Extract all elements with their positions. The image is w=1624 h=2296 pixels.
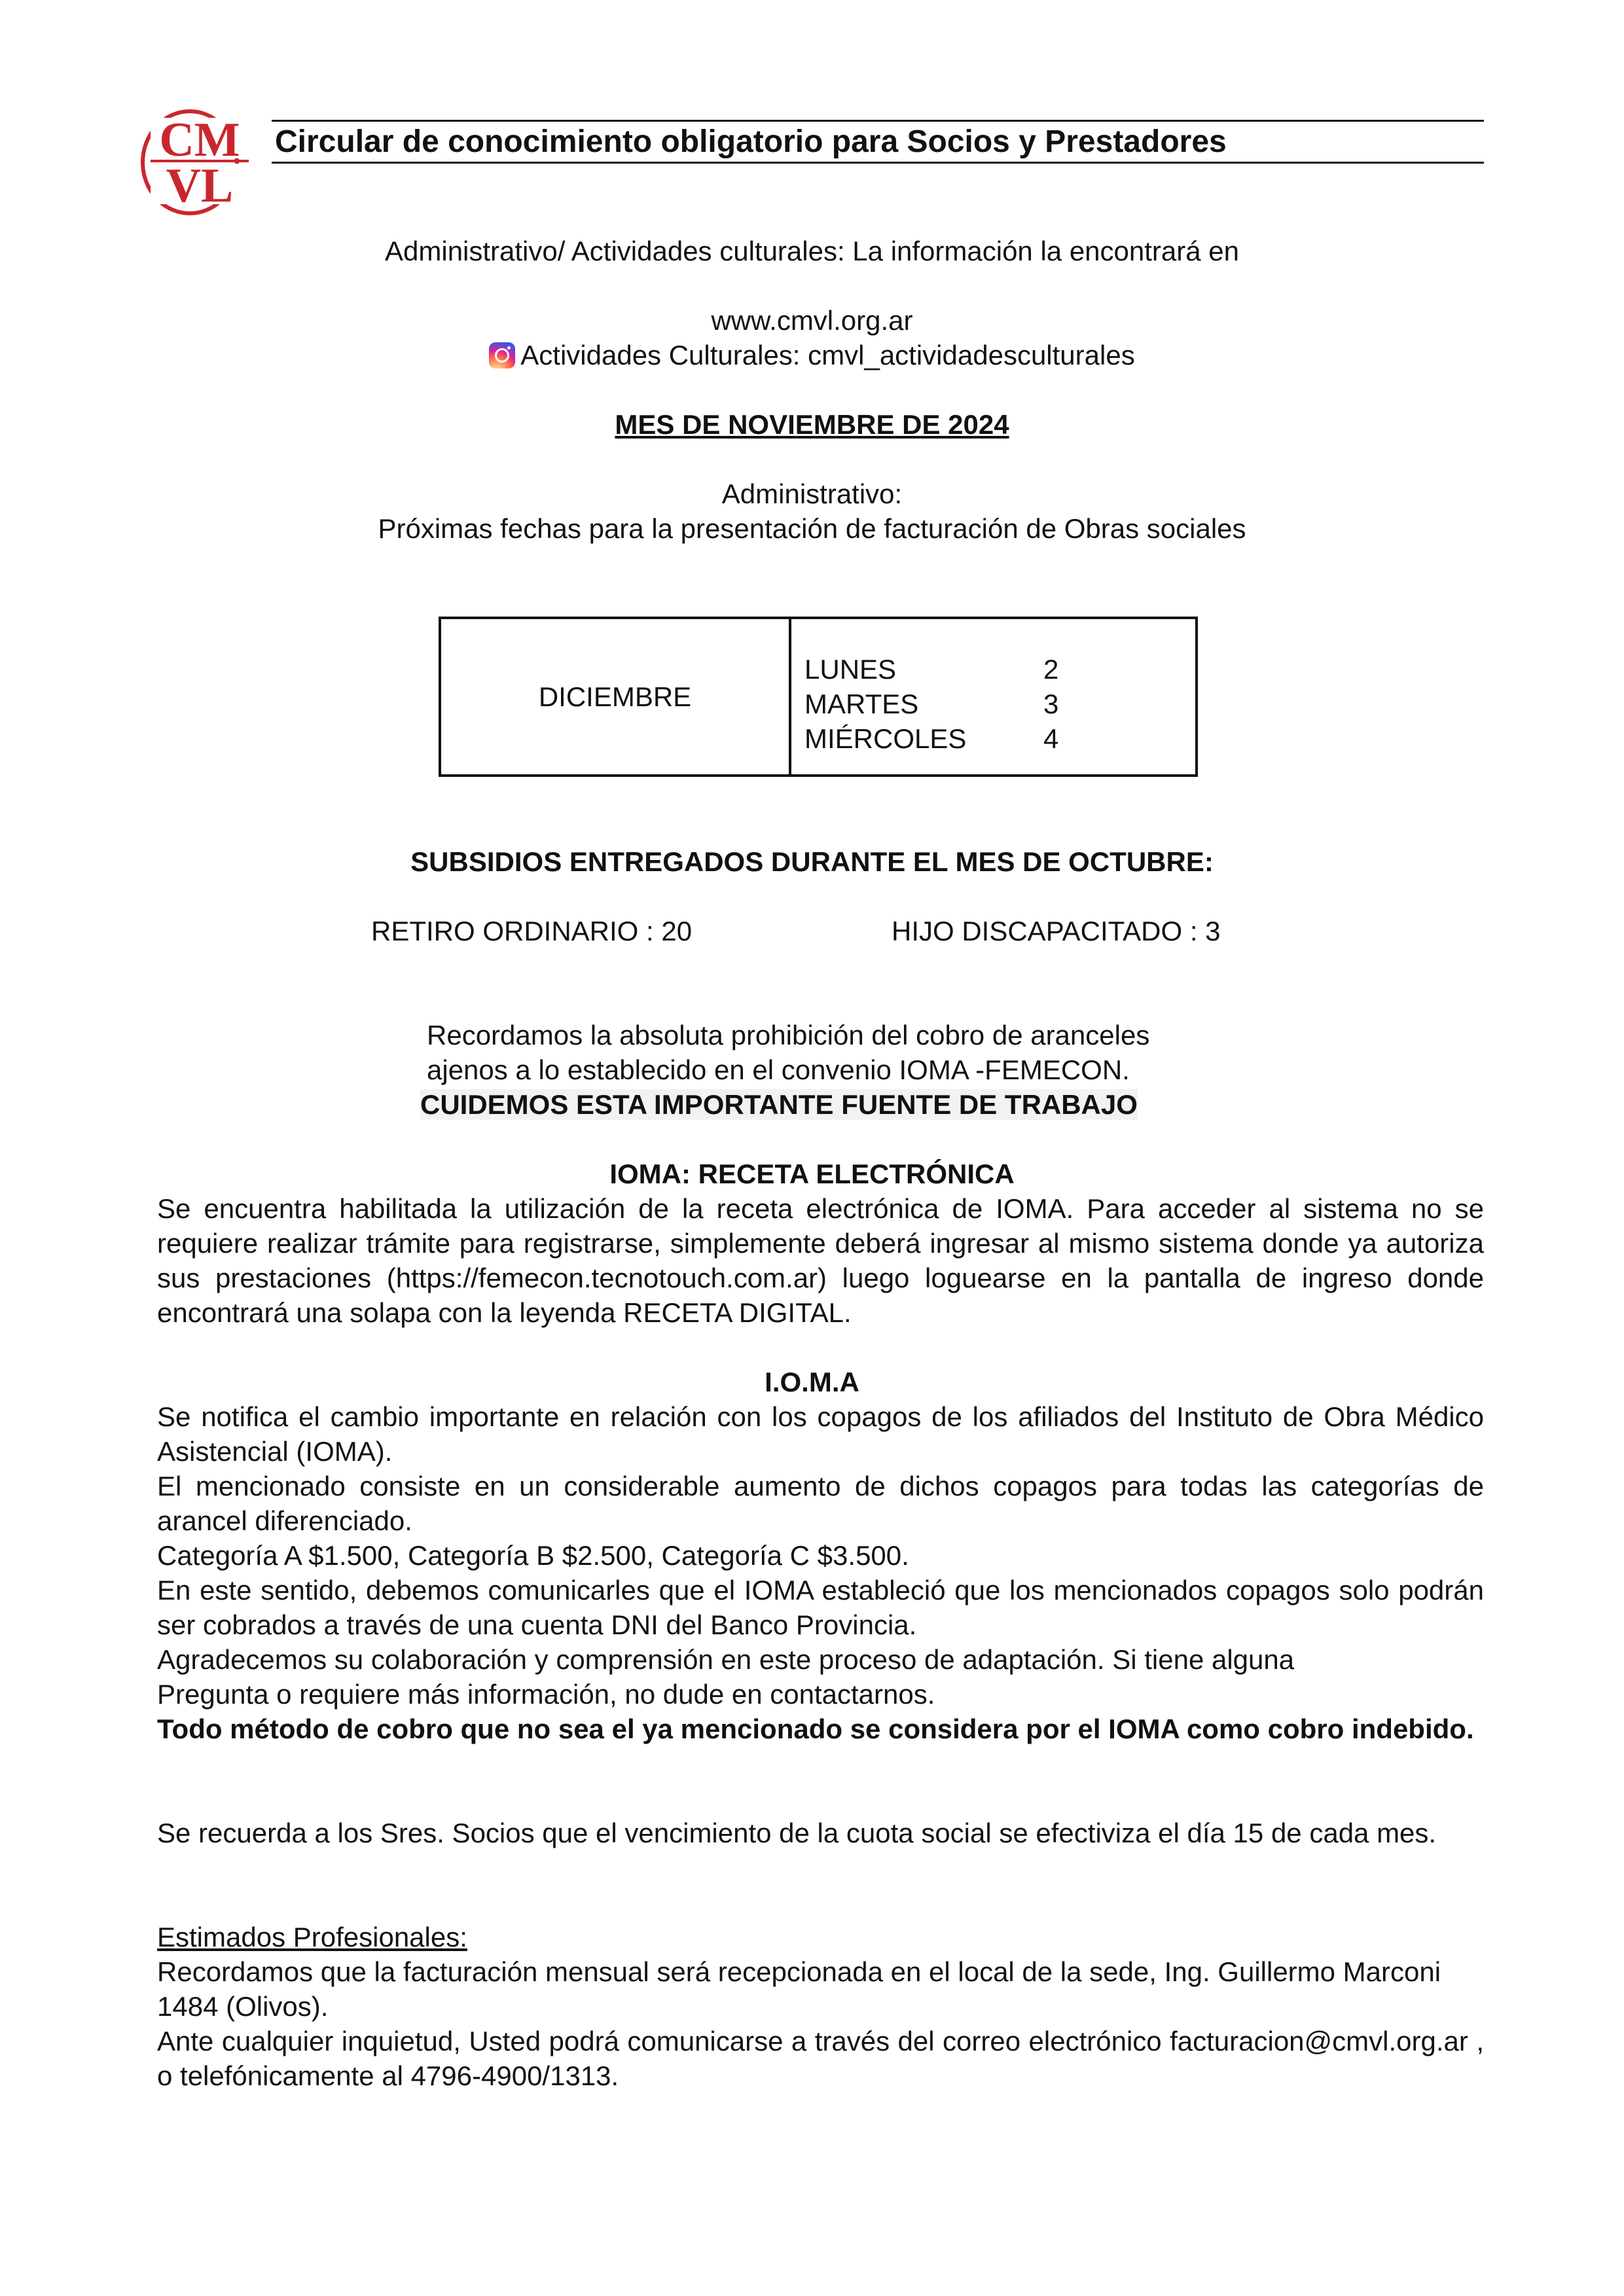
receta-body: Se encuentra habilitada la utilización de la receta electrónica de IOMA. Para acceder al sistema no se requiere realizar trámite para registrarse, simplemente deberá ingresar al mismo sistema donde ya autoriza sus prestaciones (https://femecon.tecnotouch.com.ar) luego loguearse en la pantalla de ingreso donde encontrará una solapa con la leyenda RECETA DIGITAL. <box>157 1193 1484 1328</box>
ioma-warning: Todo método de cobro que no sea el ya mencionado se considera por el IOMA como cobro indebido. <box>157 1713 1474 1744</box>
page-title: Circular de conocimiento obligatorio para Socios y Prestadores <box>275 124 1227 159</box>
ioma-categories: Categoría A $1.500, Categoría B $2.500, Categoría C $3.500. <box>157 1540 909 1571</box>
logo-letters-bottom: VL <box>166 159 234 213</box>
day-number: 3 <box>1043 689 1059 719</box>
website-text: www.cmvl.org.ar <box>711 305 913 336</box>
header-rule-top <box>272 120 1484 122</box>
month-title: MES DE NOVIEMBRE DE 2024 <box>615 409 1009 440</box>
day-row <box>804 652 1070 687</box>
instagram-line <box>0 338 1624 372</box>
ioma-title: I.O.M.A <box>765 1367 859 1397</box>
reminder-line-1: Recordamos la absoluta prohibición del cobro de aranceles <box>427 1020 1150 1050</box>
day-name: LUNES <box>804 654 897 685</box>
receta-title: IOMA: RECETA ELECTRÓNICA <box>609 1158 1015 1189</box>
logo-letters-top: CM <box>159 113 240 167</box>
hijo-discapacitado: HIJO DISCAPACITADO : 3 <box>892 916 1221 946</box>
reminder-line-2: ajenos a lo establecido en el convenio IOMA -FEMECON. <box>427 1054 1130 1085</box>
instagram-icon <box>489 342 515 368</box>
cmvl-logo <box>137 103 249 218</box>
reminder-line-3 <box>420 1087 1138 1122</box>
profesionales-title: Estimados Profesionales: <box>157 1922 467 1952</box>
profesionales-paragraph-2: Ante cualquier inquietud, Usted podrá comunicarse a través del correo electrónico facturacion@cmvl.org.ar , o telefónicamente al 4796-4900/1313. <box>157 2026 1484 2091</box>
day-number: 2 <box>1043 654 1059 685</box>
day-name: MARTES <box>804 689 919 719</box>
day-name: MIÉRCOLES <box>804 723 967 754</box>
info-line: Administrativo/ Actividades culturales: La información la encontrará en <box>385 236 1239 266</box>
dates-table <box>439 617 1198 777</box>
admin-subtitle: Próximas fechas para la presentación de facturación de Obras sociales <box>378 513 1246 544</box>
cuota-reminder: Se recuerda a los Sres. Socios que el vencimiento de la cuota social se efectiviza el día 15 de cada mes. <box>157 1818 1437 1848</box>
dates-days-cell <box>804 652 1070 756</box>
ioma-paragraph-5a: Agradecemos su colaboración y comprensión en este proceso de adaptación. Si tiene alguna <box>157 1644 1295 1675</box>
retiro-ordinario: RETIRO ORDINARIO : 20 <box>371 916 693 946</box>
reminder-highlight: CUIDEMOS ESTA IMPORTANTE FUENTE DE TRABAJO <box>420 1089 1138 1120</box>
ioma-paragraph-1: Se notifica el cambio importante en relación con los copagos de los afiliados del Instituto de Obra Médico Asistencial (IOMA). <box>157 1401 1484 1467</box>
instagram-text: Actividades Culturales: cmvl_actividadesculturales <box>520 340 1135 370</box>
dates-month-cell <box>441 619 791 774</box>
profesionales-paragraph-1: Recordamos que la facturación mensual será recepcionada en el local de la sede, Ing. Guillermo Marconi 1484 (Olivos). <box>157 1956 1441 2022</box>
admin-label: Administrativo: <box>721 478 903 509</box>
subsidios-title: SUBSIDIOS ENTREGADOS DURANTE EL MES DE OCTUBRE: <box>410 846 1214 877</box>
ioma-paragraph-4: En este sentido, debemos comunicarles que el IOMA estableció que los mencionados copagos solo podrán ser cobrados a través de una cuenta DNI del Banco Provincia. <box>157 1575 1484 1640</box>
ioma-paragraph-2: El mencionado consiste en un considerable aumento de dichos copagos para todas las categorías de arancel diferenciado. <box>157 1471 1484 1536</box>
ioma-paragraph-5b: Pregunta o requiere más información, no dude en contactarnos. <box>157 1679 935 1710</box>
header-rule-bottom <box>272 162 1484 164</box>
dates-month: DICIEMBRE <box>538 681 692 712</box>
day-row <box>804 687 1070 721</box>
day-number: 4 <box>1043 723 1059 754</box>
day-row <box>804 721 1070 756</box>
